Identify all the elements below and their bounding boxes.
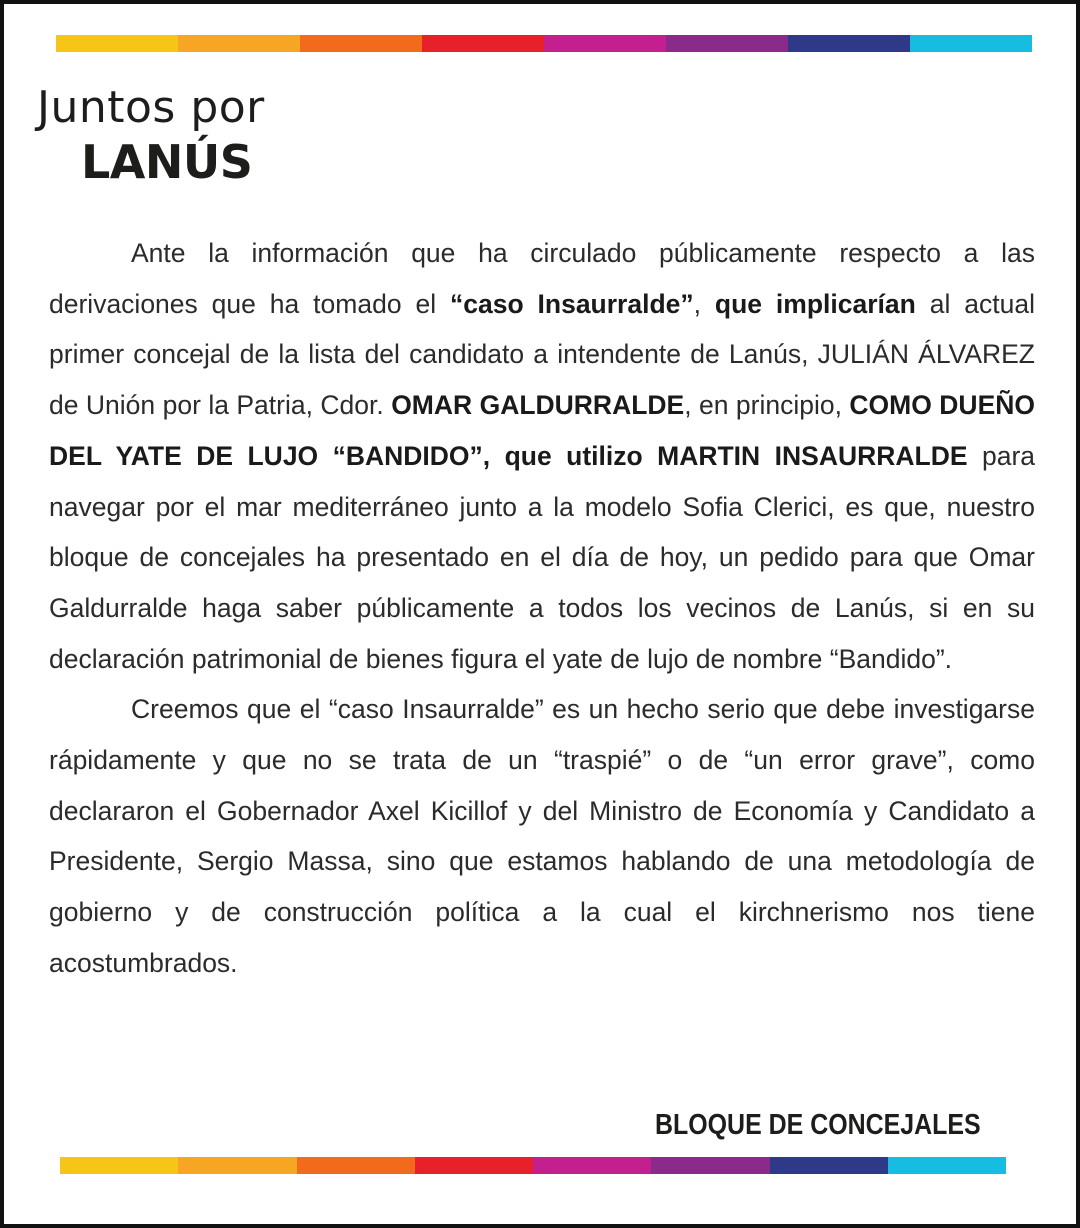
stripe-segment [666, 35, 788, 52]
bottom-color-stripe [60, 1157, 1006, 1174]
stripe-segment [770, 1157, 888, 1174]
bold-caso-insaurralde: “caso Insaurralde” [449, 288, 694, 319]
top-color-stripe [56, 35, 1032, 52]
stripe-segment [422, 35, 544, 52]
paragraph-1-text: , en principio, [684, 390, 850, 421]
signature: BLOQUE DE CONCEJALES [655, 1109, 981, 1141]
stripe-segment [297, 1157, 415, 1174]
paragraph-2: Creemos que el “caso Insaurralde” es un hecho serio que debe investigarse rápidamente y que no se trata de un “traspié” o de “un error grave”, como declararon el Gobernador Axel Kicillof y del Ministro de Economía y Candidato a Presidente, Sergio Massa, sino que estamos hablando de una metodología de gobierno y de construcción política a la cual el kirchnerismo nos tiene acostumbrados. [49, 694, 1035, 978]
stripe-segment [60, 1157, 178, 1174]
logo-line-2: LANÚS [81, 135, 253, 189]
stripe-segment [651, 1157, 769, 1174]
bold-que-implicarian: que implicarían [714, 288, 916, 319]
stripe-segment [178, 1157, 296, 1174]
stripe-segment [910, 35, 1032, 52]
stripe-segment [178, 35, 300, 52]
paragraph-1-text: para navegar por el mar mediterráneo junto a la modelo Sofia Clerici, es que, nuestro bloque de concejales ha presentado en el día de hoy, un pedido para que Omar Galdurralde haga saber públicamente a todos los vecinos de Lanús, si en su declaración patrimonial de bienes figura el yate de lujo de nombre “Bandido”. [49, 440, 1036, 674]
statement-body [49, 228, 1035, 989]
party-logo [37, 82, 265, 190]
stripe-segment [533, 1157, 651, 1174]
stripe-segment [888, 1157, 1006, 1174]
bold-yate-bandido: COMO DUEÑO DEL YATE DE LUJO “BANDIDO”, que utilizo MARTIN INSAURRALDE [49, 390, 1035, 471]
logo-line-1: Juntos por [37, 82, 265, 133]
stripe-segment [415, 1157, 533, 1174]
paragraph-1 [49, 228, 1035, 684]
paragraph-1-text: Ante la información que ha circulado públicamente respecto a las derivaciones que ha tomado el [49, 238, 1035, 319]
stripe-segment [788, 35, 910, 52]
stripe-segment [300, 35, 422, 52]
stripe-segment [544, 35, 666, 52]
paragraph-1-text: al actual primer concejal de la lista del candidato a intendente de Lanús, JULIÁN ÁLVAREZ de Unión por la Patria, Cdor. [49, 288, 1035, 421]
bold-omar-galdurralde: OMAR GALDURRALDE [391, 390, 685, 421]
paragraph-1-text: , [693, 288, 715, 319]
stripe-segment [56, 35, 178, 52]
